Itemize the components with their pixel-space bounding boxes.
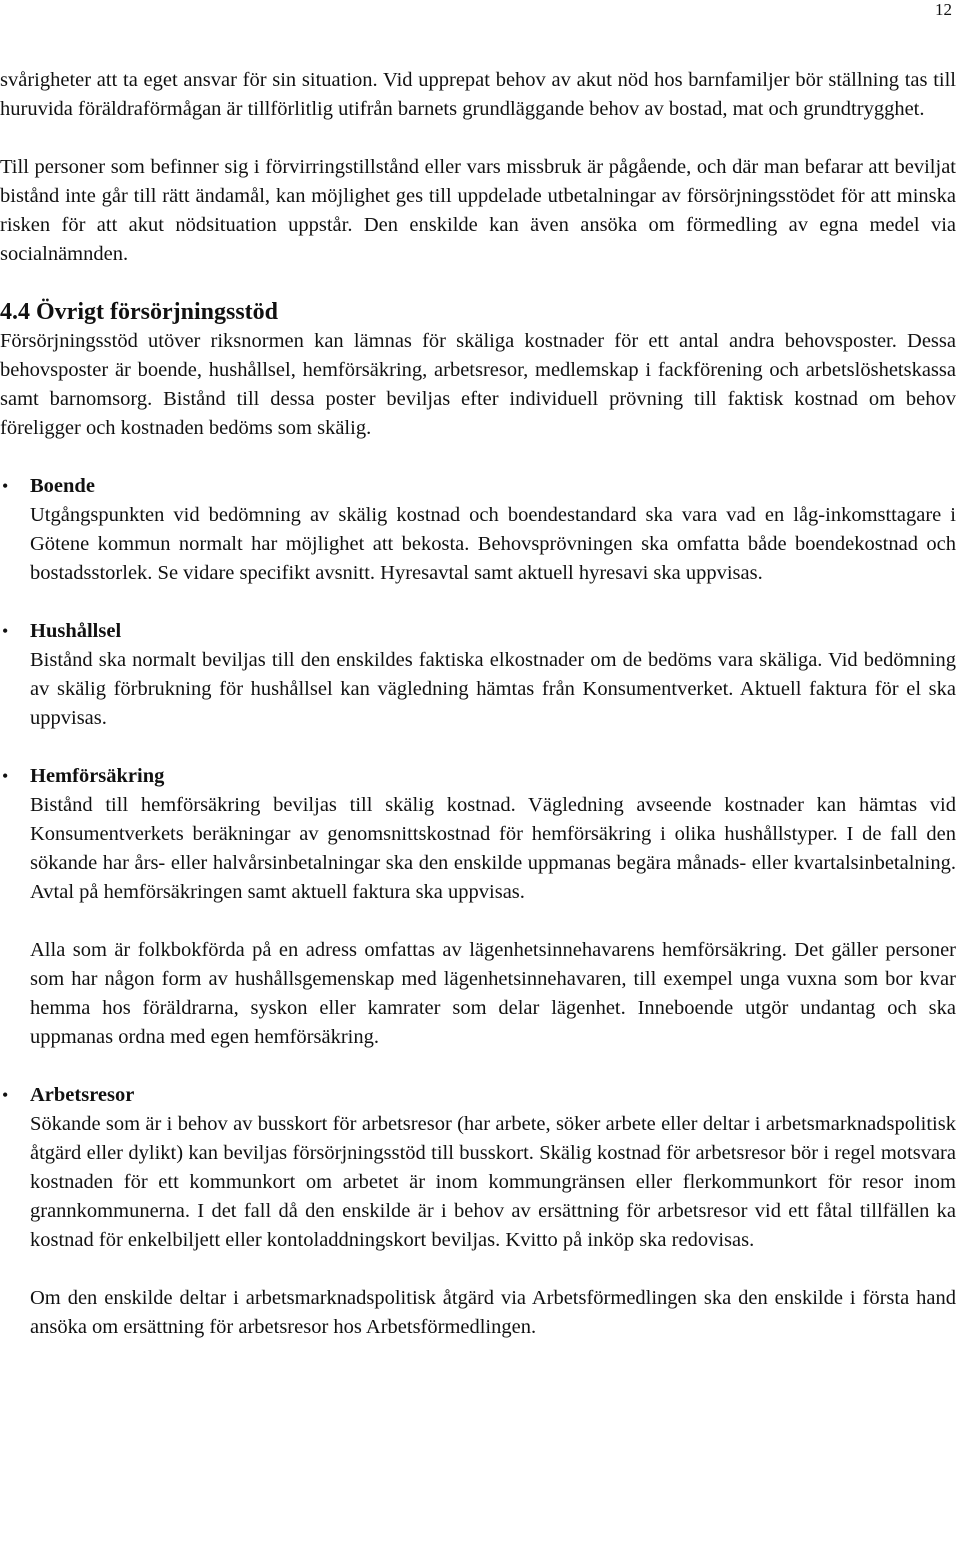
bullet-boende [0,472,956,588]
bullet-hushallsel [0,617,956,733]
document-body [0,66,956,1342]
bullet-hemforsakring [0,762,956,1052]
section-intro: Försörjningsstöd utöver riksnormen kan lämnas för skäliga kostnader för ett antal andra behovsposter. Dessa behovsposter är boende, hushållsel, hemförsäkring, arbetsresor, medlemskap i fackförening och arbetslöshetskassa samt barnomsorg. Bistånd till dessa poster beviljas efter individuell prövning till faktisk kostnad om behov föreligger och kostnaden bedöms som skälig. [0,330,956,439]
bullet-title-boende: Boende [30,475,95,497]
paragraph-intro-continued: svårigheter att ta eget ansvar för sin situation. Vid upprepat behov av akut nöd hos barnfamiljer bör ställning tas till huruvida föräldraförmågan är tillförlitlig utifrån barnets grundläggande behov av bostad, mat och grundtrygghet. [0,69,956,120]
bullet-text-hemforsakring: Bistånd till hemförsäkring beviljas till skälig kostnad. Vägledning avseende kostnader kan hämtas vid Konsumentverkets beräkningar av genomsnittskostnad för hemförsäkring i olika hushållstyper. I de fall den sökande har års- eller halvårsinbetalningar ska den enskilde uppmanas begära månads- eller kvartalsinbetalning. Avtal på hemförsäkringen samt aktuell faktura ska uppvisas. [30,794,956,903]
bullet-title-arbetsresor: Arbetsresor [30,1084,135,1106]
bullet-text-arbetsresor: Sökande som är i behov av busskort för arbetsresor (har arbete, söker arbete eller deltar i arbetsmarknadspolitisk åtgärd eller dylikt) kan beviljas försörjningsstöd till busskort. Skälig kostnad för arbetsresor bör i regel motsvara kostnaden för ett kommunkort om arbetet är inom kommungränsen eller flerkommunkort för resor inom grannkommunerna. I det fall då den enskilde är i behov av ersättning för arbetsresor vid ett fåtal tillfällen ka kostnad för enkelbiljett eller kontoladdningskort beviljas. Kvitto på inköp ska redovisas. [30,1113,956,1251]
bullet-text-arbetsresor-2: Om den enskilde deltar i arbetsmarknadspolitisk åtgärd via Arbetsförmedlingen ska den enskilde i första hand ansöka om ersättning för arbetsresor hos Arbetsförmedlingen. [30,1287,956,1338]
bullet-icon: • [2,1085,9,1105]
bullet-text-hemforsakring-2: Alla som är folkbokförda på en adress omfattas av lägenhetsinnehavarens hemförsäkring. Det gäller personer som har någon form av hushållsgemenskap med lägenhetsinnehavaren, till exempel unga vuxna som bor kvar hemma hos föräldrarna, syskon eller kamrater som delar lägenhet. Inneboende utgör undantag och ska uppmanas ordna med egen hemförsäkring. [30,939,956,1048]
bullet-arbetsresor [0,1081,956,1342]
paragraph-divided-payments: Till personer som befinner sig i förvirringstillstånd eller vars missbruk är pågående, och där man befarar att beviljat bistånd inte går till rätt ändamål, kan möjlighet ges till uppdelade utbetalningar av försörjningsstödet för att minska risken för att akut nödsituation uppstår. Den enskilde kan även ansöka om förmedling av egna medel via socialnämnden. [0,156,956,265]
bullet-icon: • [2,621,9,641]
page-number: 12 [935,0,952,19]
bullet-title-hemforsakring: Hemförsäkring [30,765,165,787]
bullet-title-hushallsel: Hushållsel [30,620,122,642]
section-heading: 4.4 Övrigt försörjningsstöd [0,299,278,325]
bullet-text-boende: Utgångspunkten vid bedömning av skälig kostnad och boendestandard ska vara vad en låg-inkomsttagare i Götene kommun normalt har möjlighet att bekosta. Behovsprövningen ska omfatta både boendekostnad och bostadsstorlek. Se vidare specifikt avsnitt. Hyresavtal samt aktuell hyresavi ska uppvisas. [30,504,956,584]
bullet-icon: • [2,476,9,496]
bullet-icon: • [2,766,9,786]
bullet-text-hushallsel: Bistånd ska normalt beviljas till den enskildes faktiska elkostnader om de bedöms vara skäliga. Vid bedömning av skälig förbrukning för hushållsel kan vägledning hämtas från Konsumentverket. Aktuell faktura för el ska uppvisas. [30,649,956,729]
